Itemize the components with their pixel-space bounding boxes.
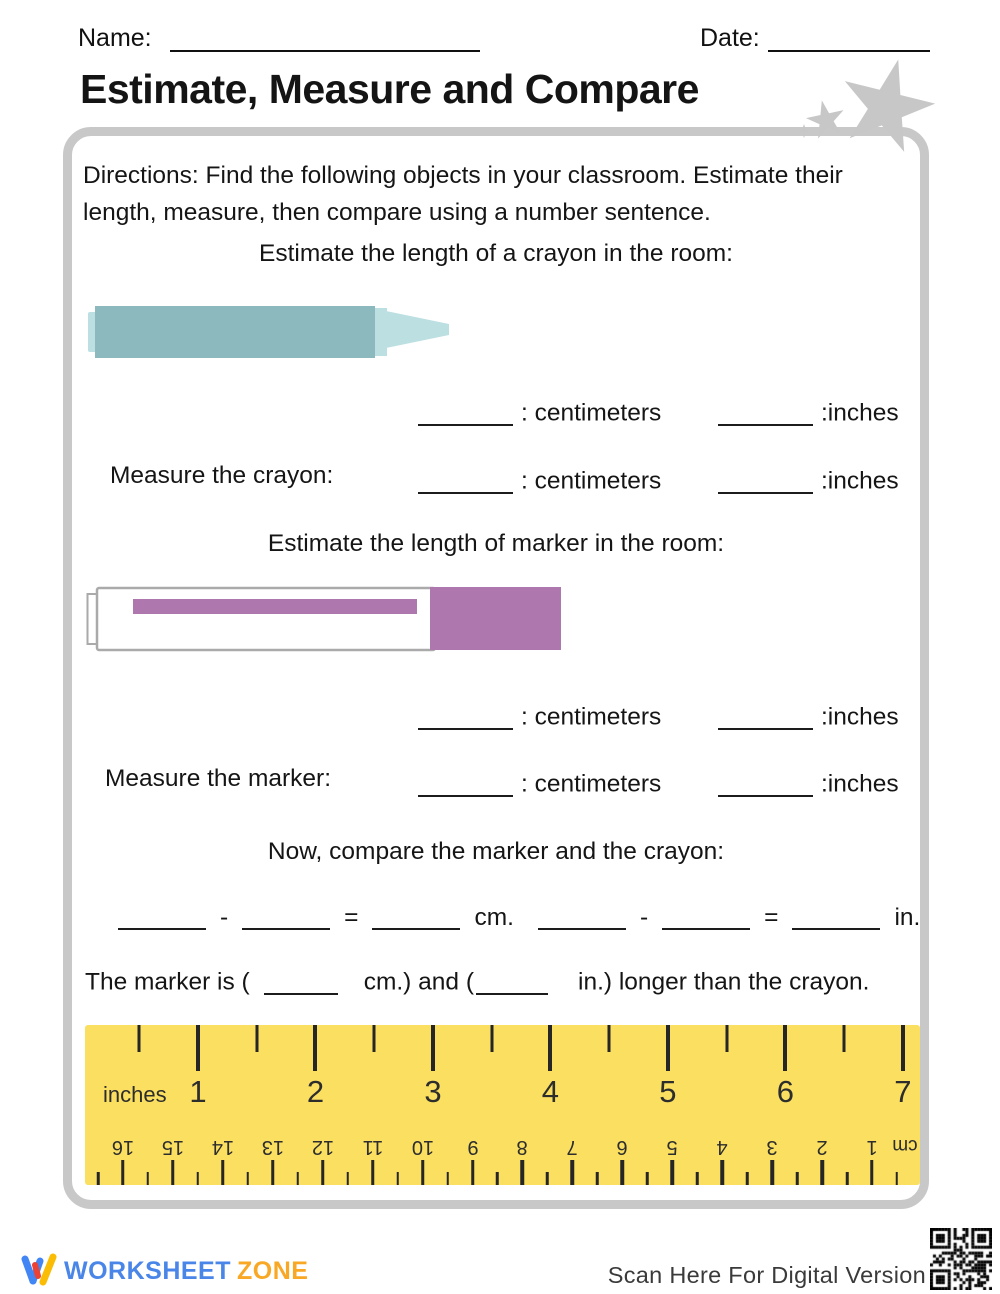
crayon-estimate-cm-label: : centimeters <box>521 399 662 427</box>
ruler-cm-tick <box>446 1172 449 1185</box>
minus-sign: - <box>220 903 229 931</box>
equals-sign: = <box>344 903 359 931</box>
brand-wordmark <box>64 1257 308 1286</box>
ruler-cm-number: 5 <box>666 1136 678 1158</box>
compare-in-blank-1[interactable] <box>538 903 626 930</box>
worksheet-body-box <box>63 127 929 1209</box>
ruler-cm-tick <box>696 1172 699 1185</box>
compare-in-blank-2[interactable] <box>662 903 750 930</box>
crayon-measure-cm-label: : centimeters <box>521 467 662 495</box>
marker-measure-cm-blank[interactable] <box>418 770 513 797</box>
brand-zone: ZONE <box>237 1257 309 1285</box>
ruler-cm-number: 10 <box>411 1136 434 1158</box>
sentence-part-2: cm.) and ( <box>363 968 474 996</box>
ruler-inch-tick <box>548 1025 552 1071</box>
ruler-inch-tick <box>783 1025 787 1071</box>
ruler-inch-number: 2 <box>306 1074 325 1109</box>
ruler-cm-tick <box>546 1172 549 1185</box>
ruler-inch-number: 7 <box>894 1074 912 1109</box>
ruler-cm-number: 6 <box>616 1136 628 1158</box>
ruler-cm-number: 3 <box>766 1136 778 1158</box>
crayon-estimate-heading: Estimate the length of a crayon in the room: <box>259 240 733 267</box>
ruler-cm-tick <box>321 1160 325 1185</box>
ruler-cm-number: 9 <box>466 1136 479 1158</box>
compare-cm-blank-1[interactable] <box>118 903 206 930</box>
compare-heading: Now, compare the marker and the crayon: <box>267 838 725 865</box>
ruler-inch-tick <box>196 1025 200 1071</box>
minus-sign: - <box>640 903 649 931</box>
ruler-cm-tick <box>496 1172 499 1185</box>
marker-estimate-cm-blank[interactable] <box>418 703 513 730</box>
ruler-inch-tick <box>431 1025 435 1071</box>
marker-measure-in-label: :inches <box>821 770 899 798</box>
ruler-cm-tick <box>346 1172 349 1185</box>
ruler-inch-tick <box>666 1025 670 1071</box>
crayon-measure-in-label: :inches <box>821 467 899 495</box>
ruler-cm-tick <box>396 1172 399 1185</box>
ruler-cm-tick <box>421 1160 425 1185</box>
ruler-cm-tick <box>621 1160 625 1185</box>
ruler-cm-tick <box>646 1172 649 1185</box>
sparkle-icon <box>797 124 811 138</box>
ruler-cm-tick <box>247 1172 250 1185</box>
ruler-inch-tick <box>138 1025 141 1052</box>
ruler-inch-number: 5 <box>659 1074 677 1109</box>
ruler-cm-tick <box>147 1172 150 1185</box>
ruler-cm-tick <box>896 1172 899 1185</box>
sentence-cm-blank[interactable] <box>264 968 338 995</box>
ruler-inch-number: 1 <box>189 1074 207 1109</box>
ruler-cm-label: cm <box>892 1135 918 1156</box>
ruler-cm-tick <box>197 1172 200 1185</box>
ruler-cm-tick <box>271 1160 275 1185</box>
ruler-cm-tick <box>746 1172 749 1185</box>
ruler-inch-tick <box>843 1025 846 1052</box>
ruler-cm-tick <box>221 1160 225 1185</box>
date-label: Date: <box>700 24 760 52</box>
marker-measure-in-blank[interactable] <box>718 770 813 797</box>
ruler-cm-number: 4 <box>716 1136 728 1158</box>
ruler <box>85 1025 920 1185</box>
ruler-inch-tick <box>725 1025 728 1052</box>
ruler-cm-tick <box>571 1160 575 1185</box>
ruler-cm-tick <box>97 1172 100 1185</box>
compare-in-blank-3[interactable] <box>792 903 880 930</box>
ruler-cm-tick <box>471 1160 475 1185</box>
ruler-cm-tick <box>770 1160 774 1185</box>
name-line[interactable] <box>170 20 480 52</box>
crayon-measure-in-blank[interactable] <box>718 467 813 494</box>
marker-estimate-in-blank[interactable] <box>718 703 813 730</box>
ruler-inches-label: inches <box>103 1082 167 1107</box>
in-unit: in. <box>894 903 921 931</box>
ruler-cm-tick <box>820 1160 824 1185</box>
marker-measure-cm-label: : centimeters <box>521 770 662 798</box>
compare-cm-blank-3[interactable] <box>372 903 460 930</box>
marker-estimate-cm-label: : centimeters <box>521 703 662 731</box>
sentence-part-1: The marker is ( <box>85 968 250 996</box>
ruler-cm-number: 7 <box>566 1136 578 1158</box>
ruler-cm-number: 13 <box>261 1136 284 1158</box>
ruler-cm-number: 2 <box>816 1136 828 1158</box>
date-line[interactable] <box>768 20 930 52</box>
ruler-cm-tick <box>297 1172 300 1185</box>
crayon-estimate-cm-blank[interactable] <box>418 399 513 426</box>
ruler-cm-number: 12 <box>311 1136 334 1158</box>
ruler-cm-number: 1 <box>866 1136 878 1158</box>
crayon-measure-cm-blank[interactable] <box>418 467 513 494</box>
ruler-inch-tick <box>608 1025 611 1052</box>
ruler-cm-number: 15 <box>161 1136 185 1158</box>
ruler-inch-tick <box>313 1025 317 1071</box>
name-label: Name: <box>78 24 152 52</box>
qr-code <box>930 1228 992 1290</box>
ruler-cm-tick <box>720 1160 724 1185</box>
ruler-cm-tick <box>796 1172 799 1185</box>
ruler-inch-tick <box>901 1025 905 1071</box>
ruler-cm-tick <box>596 1172 599 1185</box>
marker-measure-label: Measure the marker: <box>105 765 332 792</box>
cm-unit: cm. <box>474 903 514 931</box>
ruler-cm-tick <box>371 1160 375 1185</box>
ruler-cm-tick <box>171 1160 175 1185</box>
crayon-icon <box>84 302 464 362</box>
page-title: Estimate, Measure and Compare <box>80 66 699 112</box>
ruler-cm-tick <box>121 1160 125 1185</box>
crayon-measure-label: Measure the crayon: <box>110 462 334 489</box>
marker-icon <box>86 586 566 652</box>
brand-worksheet: WORKSHEET <box>64 1257 231 1285</box>
ruler-inch-tick <box>255 1025 258 1052</box>
ruler-cm-number: 11 <box>362 1136 384 1158</box>
ruler-inch-tick <box>490 1025 493 1052</box>
ruler-cm-tick <box>521 1160 525 1185</box>
compare-cm-blank-2[interactable] <box>242 903 330 930</box>
ruler-inch-tick <box>373 1025 376 1052</box>
sentence-part-3: in.) longer than the crayon. <box>578 968 870 996</box>
ruler-cm-tick <box>870 1160 874 1185</box>
ruler-inch-number: 4 <box>541 1074 560 1109</box>
directions-text: Directions: Find the following objects in your classroom. Estimate their length, measure, then compare using a number sentence. <box>83 162 843 226</box>
ruler-inch-number: 6 <box>776 1074 795 1109</box>
ruler-cm-number: 14 <box>211 1136 234 1158</box>
ruler-cm-tick <box>671 1160 675 1185</box>
ruler-cm-number: 8 <box>516 1136 529 1158</box>
marker-estimate-in-label: :inches <box>821 703 899 731</box>
sentence-in-blank[interactable] <box>476 968 548 995</box>
marker-estimate-heading: Estimate the length of marker in the room: <box>267 530 725 557</box>
conclusion-sentence <box>85 963 933 997</box>
worksheetzone-logo-icon <box>20 1250 60 1290</box>
crayon-estimate-in-label: :inches <box>821 399 899 427</box>
ruler-inch-number: 3 <box>424 1074 442 1109</box>
crayon-estimate-in-blank[interactable] <box>718 399 813 426</box>
ruler-cm-number: 16 <box>111 1136 135 1158</box>
ruler-cm-tick <box>846 1172 849 1185</box>
scan-here-text: Scan Here For Digital Version <box>607 1262 926 1288</box>
equals-sign: = <box>764 903 779 931</box>
